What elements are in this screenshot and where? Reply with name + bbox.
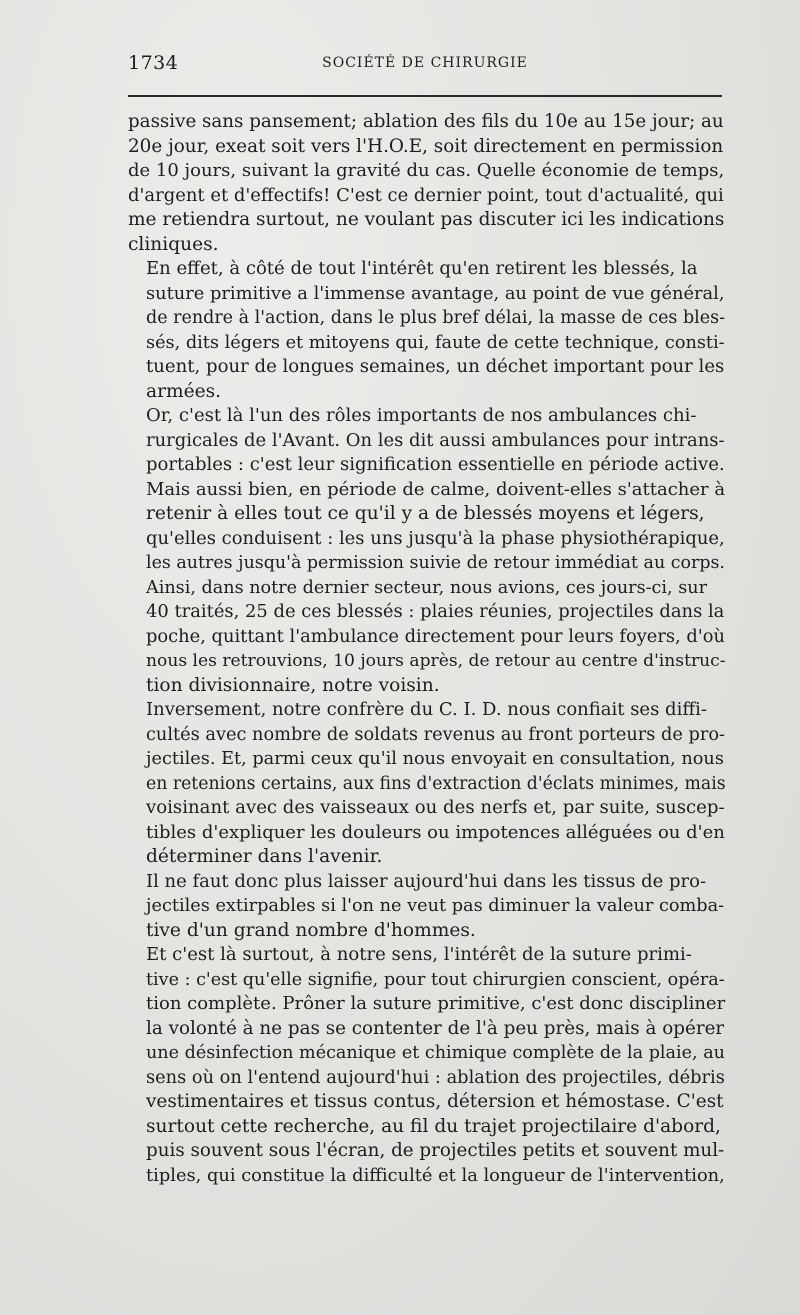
text-line: Mais aussi bien, en période de calme, doivent-elles s'attacher à [146, 478, 726, 500]
text-line: les autres jusqu'à permission suivie de retour immédiat au corps. [146, 553, 725, 573]
text-line: 20e jour, exeat soit vers l'H.O.E, soit directement en permission [128, 135, 724, 157]
text-line: Inversement, notre confrère du C. I. D. nous confiait ses diffi- [146, 699, 707, 720]
journal-title: SOCIÉTÉ DE CHIRURGIE [322, 55, 528, 71]
text-line: tion complète. Prôner la suture primitive, c'est donc discipliner [146, 993, 726, 1014]
text-line: en retenions certains, aux fins d'extraction d'éclats minimes, mais [146, 773, 726, 794]
paragraph [128, 870, 724, 944]
text-line: tibles d'expliquer les douleurs ou impotences alléguées ou d'en [146, 821, 725, 843]
text-line: tive : c'est qu'elle signifie, pour tout chirurgien conscient, opéra- [146, 969, 725, 990]
paragraph [128, 404, 724, 576]
text-line: rurgicales de l'Avant. On les dit aussi ambulances pour intrans- [146, 429, 725, 451]
text-line: armées. [146, 380, 222, 402]
text-line: Il ne faut donc plus laisser aujourd'hui dans les tissus de pro- [146, 870, 707, 892]
text-line: En effet, à côté de tout l'intérêt qu'en retirent les blessés, la [146, 258, 698, 279]
text-line: de 10 jours, suivant la gravité du cas. Quelle économie de temps, [128, 160, 725, 181]
text-line: de rendre à l'action, dans le plus bref délai, la masse de ces bles- [146, 308, 726, 328]
text-line: vestimentaires et tissus contus, détersion et hémostase. C'est [146, 1091, 724, 1112]
text-line: portables : c'est leur signification essentielle en période active. [146, 454, 725, 475]
text-line: tion divisionnaire, notre voisin. [146, 674, 440, 696]
text-line: puis souvent sous l'écran, de projectiles petits et souvent mul- [146, 1140, 725, 1161]
text-line: qu'elles conduisent : les uns jusqu'à la phase physiothérapique, [146, 527, 725, 549]
paragraph [128, 576, 724, 699]
text-line: Ainsi, dans notre dernier secteur, nous avions, ces jours-ci, sur [146, 577, 707, 598]
text-line: retenir à elles tout ce qu'il y a de blessés moyens et légers, [146, 503, 705, 524]
text-line: surtout cette recherche, au fil du trajet projectilaire d'abord, [146, 1115, 721, 1137]
text-line: cliniques. [128, 233, 219, 255]
text-line: cultés avec nombre de soldats revenus au front porteurs de pro- [146, 724, 725, 745]
paragraph [128, 698, 724, 870]
text-line: me retiendra surtout, ne voulant pas discuter ici les indications [128, 209, 725, 230]
text-line: Et c'est là surtout, à notre sens, l'intérêt de la suture primi- [146, 944, 692, 965]
text-line: jectiles extirpables si l'on ne veut pas diminuer la valeur comba- [146, 896, 725, 916]
paragraph [128, 110, 724, 257]
text-line: tuent, pour de longues semaines, un déchet important pour les [146, 356, 725, 377]
text-line: la volonté à ne pas se contenter de l'à peu près, mais à opérer [146, 1017, 725, 1039]
text-line: une désinfection mécanique et chimique complète de la plaie, au [146, 1043, 725, 1063]
text-line: d'argent et d'effectifs! C'est ce dernier point, tout d'actualité, qui [128, 184, 724, 206]
paragraph [128, 257, 724, 404]
text-line: sens où on l'entend aujourd'hui : ablation des projectiles, débris [146, 1066, 725, 1088]
page-number: 1734 [128, 52, 179, 74]
text-line: tive d'un grand nombre d'hommes. [146, 919, 476, 941]
running-head [128, 52, 722, 82]
header-rule [128, 95, 722, 97]
paragraph [128, 943, 724, 1188]
text-line: 40 traités, 25 de ces blessés : plaies réunies, projectiles dans la [146, 601, 725, 622]
text-line: jectiles. Et, parmi ceux qu'il nous envoyait en consultation, nous [146, 749, 724, 769]
body-text [128, 110, 724, 1188]
text-line: poche, quittant l'ambulance directement pour leurs foyers, d'où [146, 625, 725, 647]
text-line: nous les retrouvions, 10 jours après, de retour au centre d'instruc- [146, 651, 726, 671]
text-line: déterminer dans l'avenir. [146, 846, 383, 867]
text-line: Or, c'est là l'un des rôles importants de nos ambulances chi- [146, 405, 697, 426]
text-line: voisinant avec des vaisseaux ou des nerfs et, par suite, suscep- [146, 797, 725, 818]
text-line: passive sans pansement; ablation des fils du 10e au 15e jour; au [128, 111, 724, 132]
text-line: sés, dits légers et mitoyens qui, faute de cette technique, consti- [146, 332, 725, 353]
text-line: suture primitive a l'immense avantage, au point de vue général, [146, 282, 725, 304]
text-line: tiples, qui constitue la difficulté et la longueur de l'intervention, [146, 1164, 725, 1186]
